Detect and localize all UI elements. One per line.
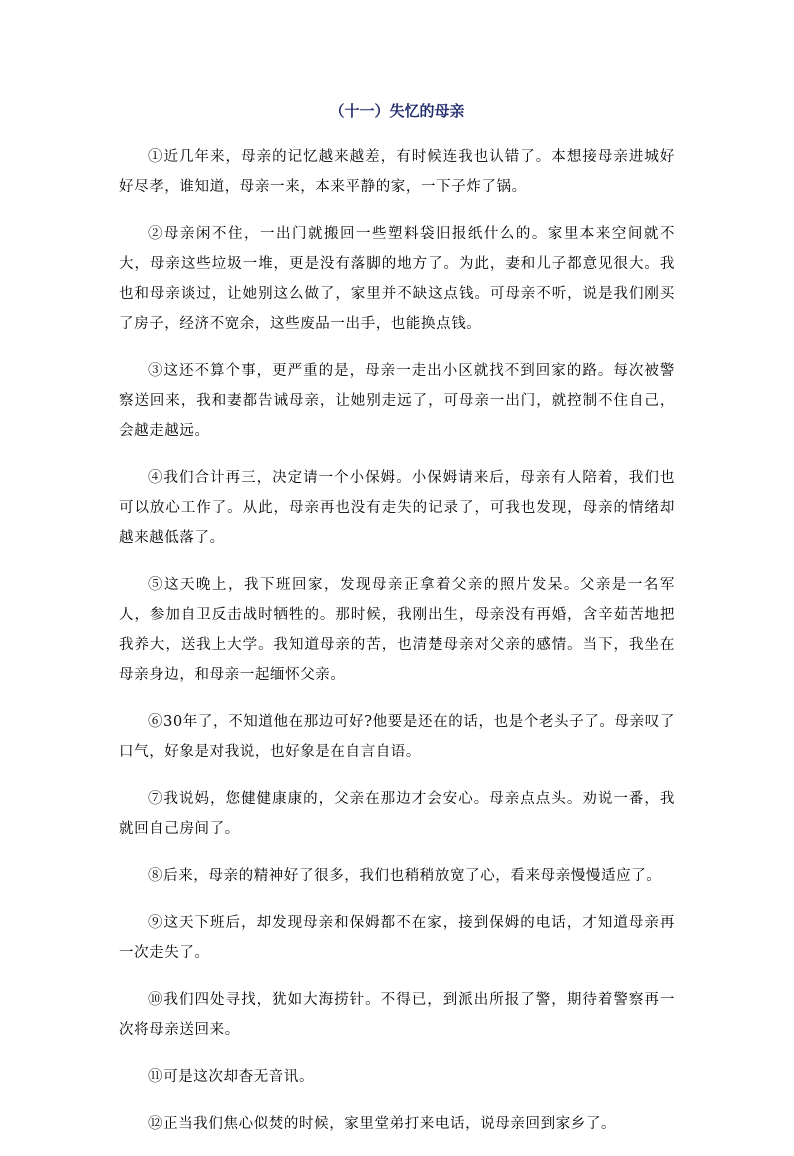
paragraph-9: ⑨这天下班后，却发现母亲和保姆都不在家，接到保姆的电话，才知道母亲再一次走失了。 bbox=[119, 915, 675, 961]
paragraph-1: ①近几年来，母亲的记忆越来越差，有时候连我也认错了。本想接母亲进城好好尽孝，谁知道，母亲一来，本来平静的家，一下子炸了锅。 bbox=[119, 149, 675, 195]
paragraph-2: ②母亲闲不住，一出门就搬回一些塑料袋旧报纸什么的。家里本来空间就不大，母亲这些垃圾一堆，更是没有落脚的地方了。为此，妻和儿子都意见很大。我也和母亲谈过，让她别这么做了，家里并不缺这点钱。可母亲不听，说是我们刚买了房子，经济不宽余，这些废品一出手，也能换点钱。 bbox=[119, 226, 675, 332]
paragraph-3: ③这还不算个事，更严重的是，母亲一走出小区就找不到回家的路。每次被警察送回来，我和妻都告诫母亲，让她别走远了，可母亲一出门，就控制不住自己，会越走越远。 bbox=[119, 363, 675, 439]
paragraph-7: ⑦我说妈，您健健康康的，父亲在那边才会安心。母亲点点头。劝说一番，我就回自己房间了。 bbox=[119, 791, 675, 837]
document-body bbox=[119, 142, 675, 1156]
paragraph-5: ⑤这天晚上，我下班回家，发现母亲正拿着父亲的照片发呆。父亲是一名军人，参加自卫反击战时牺牲的。那时候，我刚出生，母亲没有再婚，含辛茹苦地把我养大，送我上大学。我知道母亲的苦，也清楚母亲对父亲的感情。当下，我坐在母亲身边，和母亲一起缅怀父亲。 bbox=[119, 577, 675, 683]
paragraph-8: ⑧后来，母亲的精神好了很多，我们也稍稍放宽了心，看来母亲慢慢适应了。 bbox=[148, 868, 662, 884]
paragraph-11: ⑪可是这次却杳无音讯。 bbox=[148, 1069, 315, 1085]
paragraph-12: ⑫正当我们焦心似焚的时候，家里堂弟打来电话，说母亲回到家乡了。 bbox=[148, 1116, 617, 1132]
paragraph-4: ④我们合计再三，决定请一个小保姆。小保姆请来后，母亲有人陪着，我们也可以放心工作了。从此，母亲再也没有走失的记录了，可我也发现，母亲的情绪却越来越低落了。 bbox=[119, 470, 675, 546]
page-title: （十一）失忆的母亲 bbox=[329, 102, 465, 120]
paragraph-10: ⑩我们四处寻找，犹如大海捞针。不得已，到派出所报了警，期待着警察再一次将母亲送回来。 bbox=[119, 992, 675, 1038]
paragraph-6: ⑥30年了，不知道他在那边可好?他要是还在的话，也是个老头子了。母亲叹了口气，好象是对我说，也好象是在自言自语。 bbox=[119, 714, 675, 760]
